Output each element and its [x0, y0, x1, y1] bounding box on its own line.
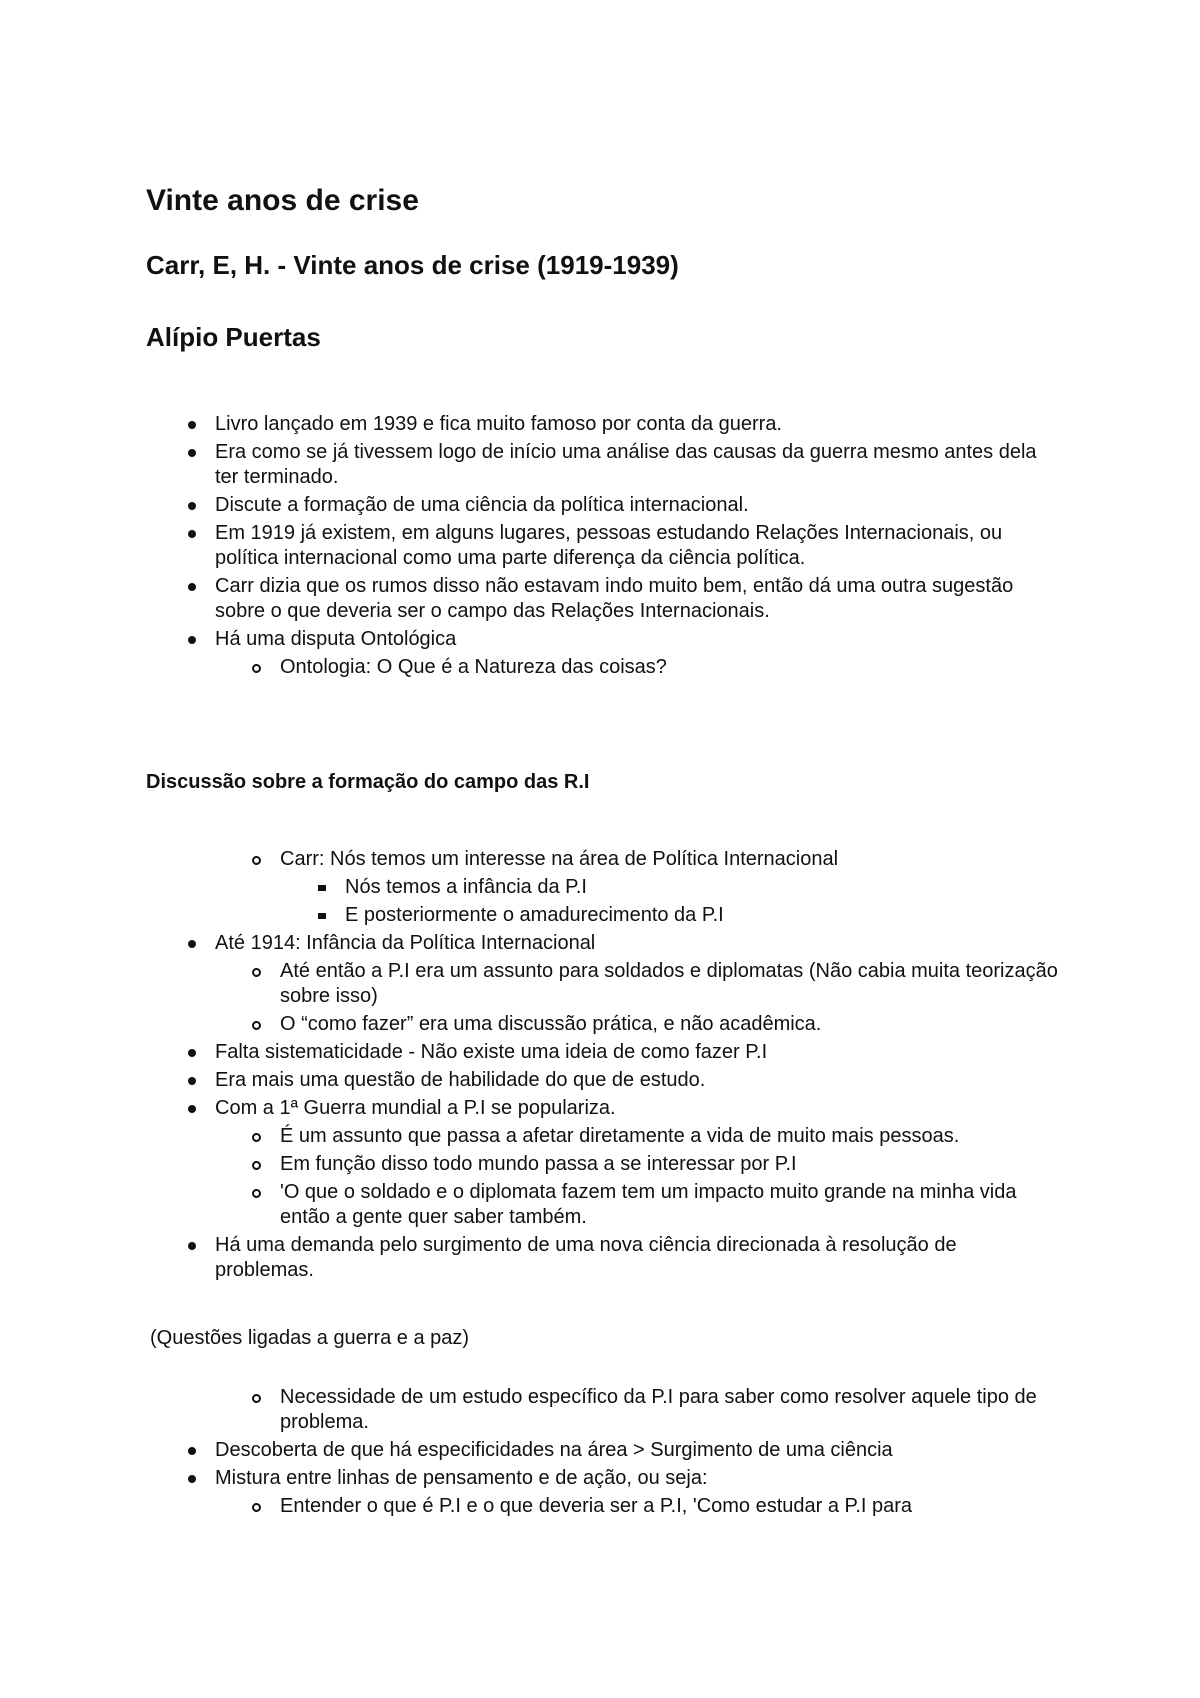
- list-item: [215, 574, 1055, 624]
- list-item: [215, 412, 1055, 437]
- bullet-disc-icon: [188, 421, 196, 429]
- bullet-list-conclusion: [0, 1385, 1200, 1522]
- bullet-disc-icon: [188, 1447, 196, 1455]
- document-author: Alípio Puertas: [146, 322, 321, 352]
- list-item: [215, 1096, 1055, 1121]
- list-item-text: O “como fazer” era uma discussão prática, e não acadêmica.: [280, 1013, 822, 1035]
- list-item: [215, 493, 1055, 518]
- list-item-text: Em 1919 já existem, em alguns lugares, pessoas estudando Relações Internacionais, ou política internacional como uma parte diferença da ciência política.: [215, 522, 1003, 569]
- bullet-circle-icon: [252, 856, 261, 865]
- list-item-text: Necessidade de um estudo específico da P.I para saber como resolver aquele tipo de problema.: [280, 1386, 1037, 1433]
- list-item-text: 'O que o soldado e o diplomata fazem tem um impacto muito grande na minha vida então a gente quer saber também.: [280, 1181, 1017, 1228]
- bullet-disc-icon: [188, 1049, 196, 1057]
- list-item-text: Era como se já tivessem logo de início uma análise das causas da guerra mesmo antes dela ter terminado.: [215, 441, 1037, 488]
- list-item: [215, 1438, 1055, 1463]
- list-item-text: Descoberta de que há especificidades na área > Surgimento de uma ciência: [215, 1439, 893, 1461]
- bullet-disc-icon: [188, 1077, 196, 1085]
- list-item-text: Há uma disputa Ontológica: [215, 628, 457, 650]
- bullet-circle-icon: [252, 1503, 261, 1512]
- list-item: [215, 627, 1055, 652]
- bullet-disc-icon: [188, 940, 196, 948]
- list-item-text: Há uma demanda pelo surgimento de uma nova ciência direcionada à resolução de problemas.: [215, 1234, 957, 1281]
- bullet-list-discussion: [0, 847, 1200, 1286]
- bullet-disc-icon: [188, 530, 196, 538]
- bullet-circle-icon: [252, 664, 261, 673]
- list-item-text: Carr dizia que os rumos disso não estavam indo muito bem, então dá uma outra sugestão sobre o que deveria ser o campo das Relações Internacionais.: [215, 575, 1014, 622]
- list-item: [280, 655, 1060, 680]
- list-item: [215, 931, 1055, 956]
- list-item-text: Até então a P.I era um assunto para soldados e diplomatas (Não cabia muita teorização sobre isso): [280, 960, 1058, 1007]
- list-item: [215, 1068, 1055, 1093]
- bullet-disc-icon: [188, 502, 196, 510]
- list-item-text: Com a 1ª Guerra mundial a P.I se populariza.: [215, 1097, 616, 1119]
- list-item: [280, 1494, 1060, 1519]
- list-item: [345, 903, 1065, 928]
- list-item-text: E posteriormente o amadurecimento da P.I: [345, 904, 724, 926]
- paragraph-note: (Questões ligadas a guerra e a paz): [150, 1327, 470, 1349]
- bullet-disc-icon: [188, 636, 196, 644]
- bullet-list-intro: [0, 412, 1200, 683]
- list-item: [345, 875, 1065, 900]
- bullet-circle-icon: [252, 1161, 261, 1170]
- list-item-text: É um assunto que passa a afetar diretamente a vida de muito mais pessoas.: [280, 1125, 960, 1147]
- list-item: [280, 1012, 1060, 1037]
- bullet-disc-icon: [188, 1242, 196, 1250]
- bullet-circle-icon: [252, 1021, 261, 1030]
- bullet-circle-icon: [252, 1189, 261, 1198]
- list-item-text: Mistura entre linhas de pensamento e de ação, ou seja:: [215, 1467, 708, 1489]
- list-item-text: Entender o que é P.I e o que deveria ser a P.I, 'Como estudar a P.I para: [280, 1495, 913, 1517]
- list-item-text: Discute a formação de uma ciência da política internacional.: [215, 494, 749, 516]
- bullet-circle-icon: [252, 968, 261, 977]
- bullet-circle-icon: [252, 1133, 261, 1142]
- list-item: [280, 1180, 1060, 1230]
- list-item-text: Livro lançado em 1939 e fica muito famoso por conta da guerra.: [215, 413, 782, 435]
- document-title: Vinte anos de crise: [146, 184, 419, 217]
- list-item: [215, 1233, 1055, 1283]
- list-item: [215, 1466, 1055, 1491]
- list-item: [215, 440, 1055, 490]
- list-item-text: Nós temos a infância da P.I: [345, 876, 587, 898]
- bullet-square-icon: [318, 913, 326, 919]
- list-item: [280, 959, 1060, 1009]
- bullet-square-icon: [318, 885, 326, 891]
- list-item: [280, 1124, 1060, 1149]
- list-item-text: Carr: Nós temos um interesse na área de Política Internacional: [280, 848, 839, 870]
- list-item-text: Em função disso todo mundo passa a se interessar por P.I: [280, 1153, 797, 1175]
- list-item-text: Ontologia: O Que é a Natureza das coisas?: [280, 656, 667, 678]
- list-item: [280, 847, 1060, 872]
- bullet-disc-icon: [188, 449, 196, 457]
- section-heading: Discussão sobre a formação do campo das R.I: [146, 771, 590, 793]
- list-item: [215, 1040, 1055, 1065]
- bullet-circle-icon: [252, 1394, 261, 1403]
- list-item-text: Falta sistematicidade - Não existe uma ideia de como fazer P.I: [215, 1041, 768, 1063]
- list-item: [280, 1385, 1060, 1435]
- list-item: [280, 1152, 1060, 1177]
- list-item: [215, 521, 1055, 571]
- bullet-disc-icon: [188, 1105, 196, 1113]
- bullet-disc-icon: [188, 1475, 196, 1483]
- list-item-text: Até 1914: Infância da Política Internacional: [215, 932, 596, 954]
- document-subtitle: Carr, E, H. - Vinte anos de crise (1919-1939): [146, 250, 679, 280]
- list-item-text: Era mais uma questão de habilidade do que de estudo.: [215, 1069, 706, 1091]
- bullet-disc-icon: [188, 583, 196, 591]
